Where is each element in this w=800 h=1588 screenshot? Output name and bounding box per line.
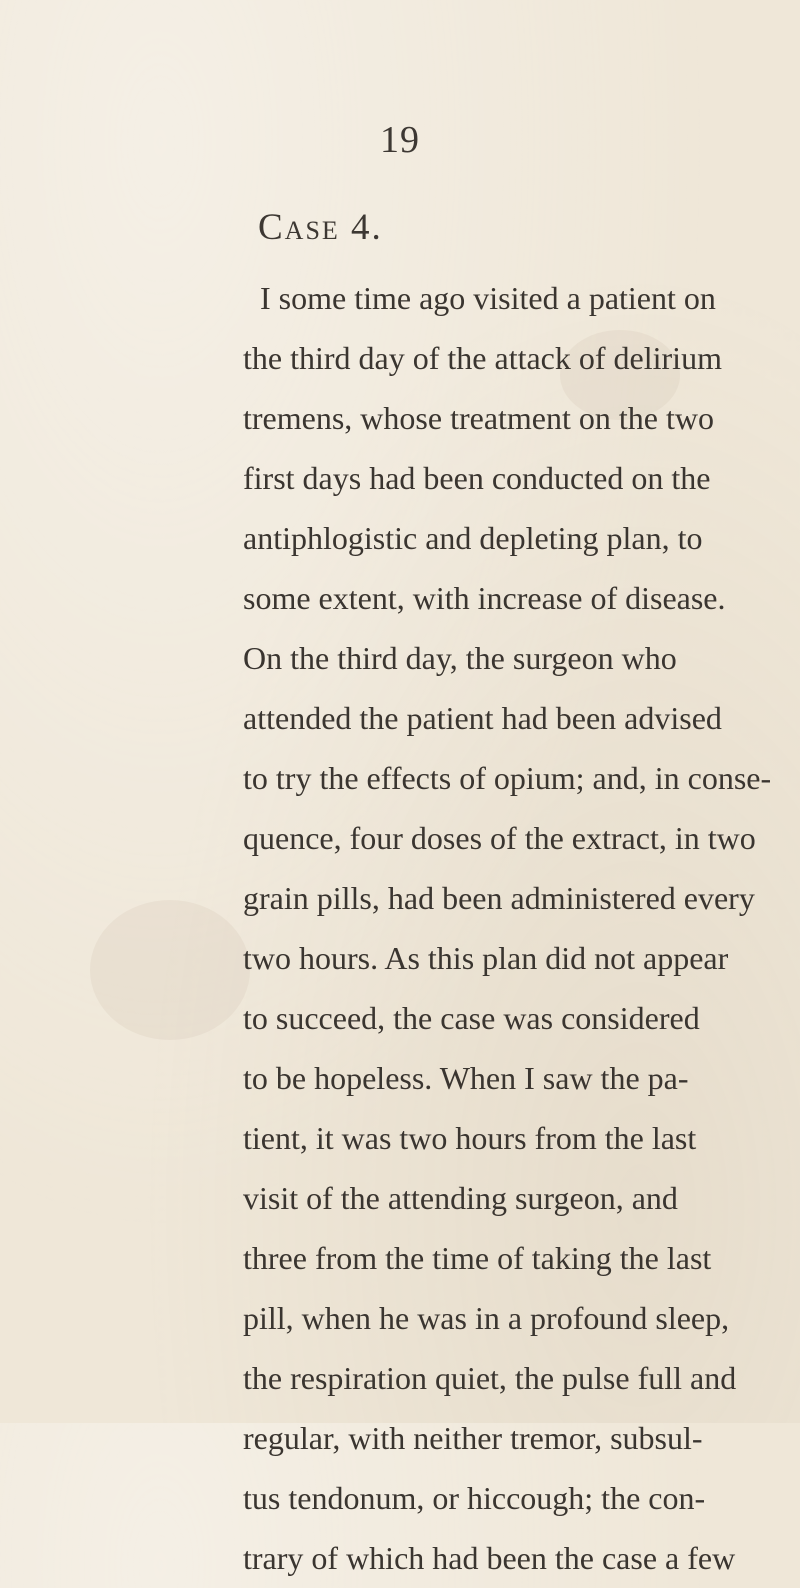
text-line: to try the effects of opium; and, in conse- (243, 760, 772, 796)
case-heading: Case 4. (258, 207, 383, 248)
text-line: pill, when he was in a profound sleep, (243, 1300, 730, 1336)
text-line: tus tendonum, or hiccough; the con- (243, 1480, 706, 1516)
text-line: I some time ago visited a patient on (260, 280, 716, 316)
text-line: two hours. As this plan did not appear (243, 940, 729, 976)
text-line: the third day of the attack of delirium (243, 340, 722, 376)
page-number: 19 (380, 119, 420, 161)
text-line: attended the patient had been advised (243, 700, 722, 736)
text-line: regular, with neither tremor, subsul- (243, 1420, 703, 1456)
text-line: trary of which had been the case a few (243, 1540, 736, 1576)
text-line: tient, it was two hours from the last (243, 1120, 697, 1156)
text-line: the respiration quiet, the pulse full and (243, 1360, 737, 1396)
text-line: visit of the attending surgeon, and (243, 1180, 678, 1216)
text-line: tremens, whose treatment on the two (243, 400, 714, 436)
text-line: to be hopeless. When I saw the pa- (243, 1060, 689, 1096)
text-line: grain pills, had been administered every (243, 880, 755, 916)
text-line: On the third day, the surgeon who (243, 640, 677, 676)
text-line: three from the time of taking the last (243, 1240, 712, 1276)
text-line: some extent, with increase of disease. (243, 580, 726, 616)
text-line: quence, four doses of the extract, in two (243, 820, 756, 856)
text-line: to succeed, the case was considered (243, 1000, 700, 1036)
text-line: antiphlogistic and depleting plan, to (243, 520, 703, 556)
text-line: first days had been conducted on the (243, 460, 711, 496)
